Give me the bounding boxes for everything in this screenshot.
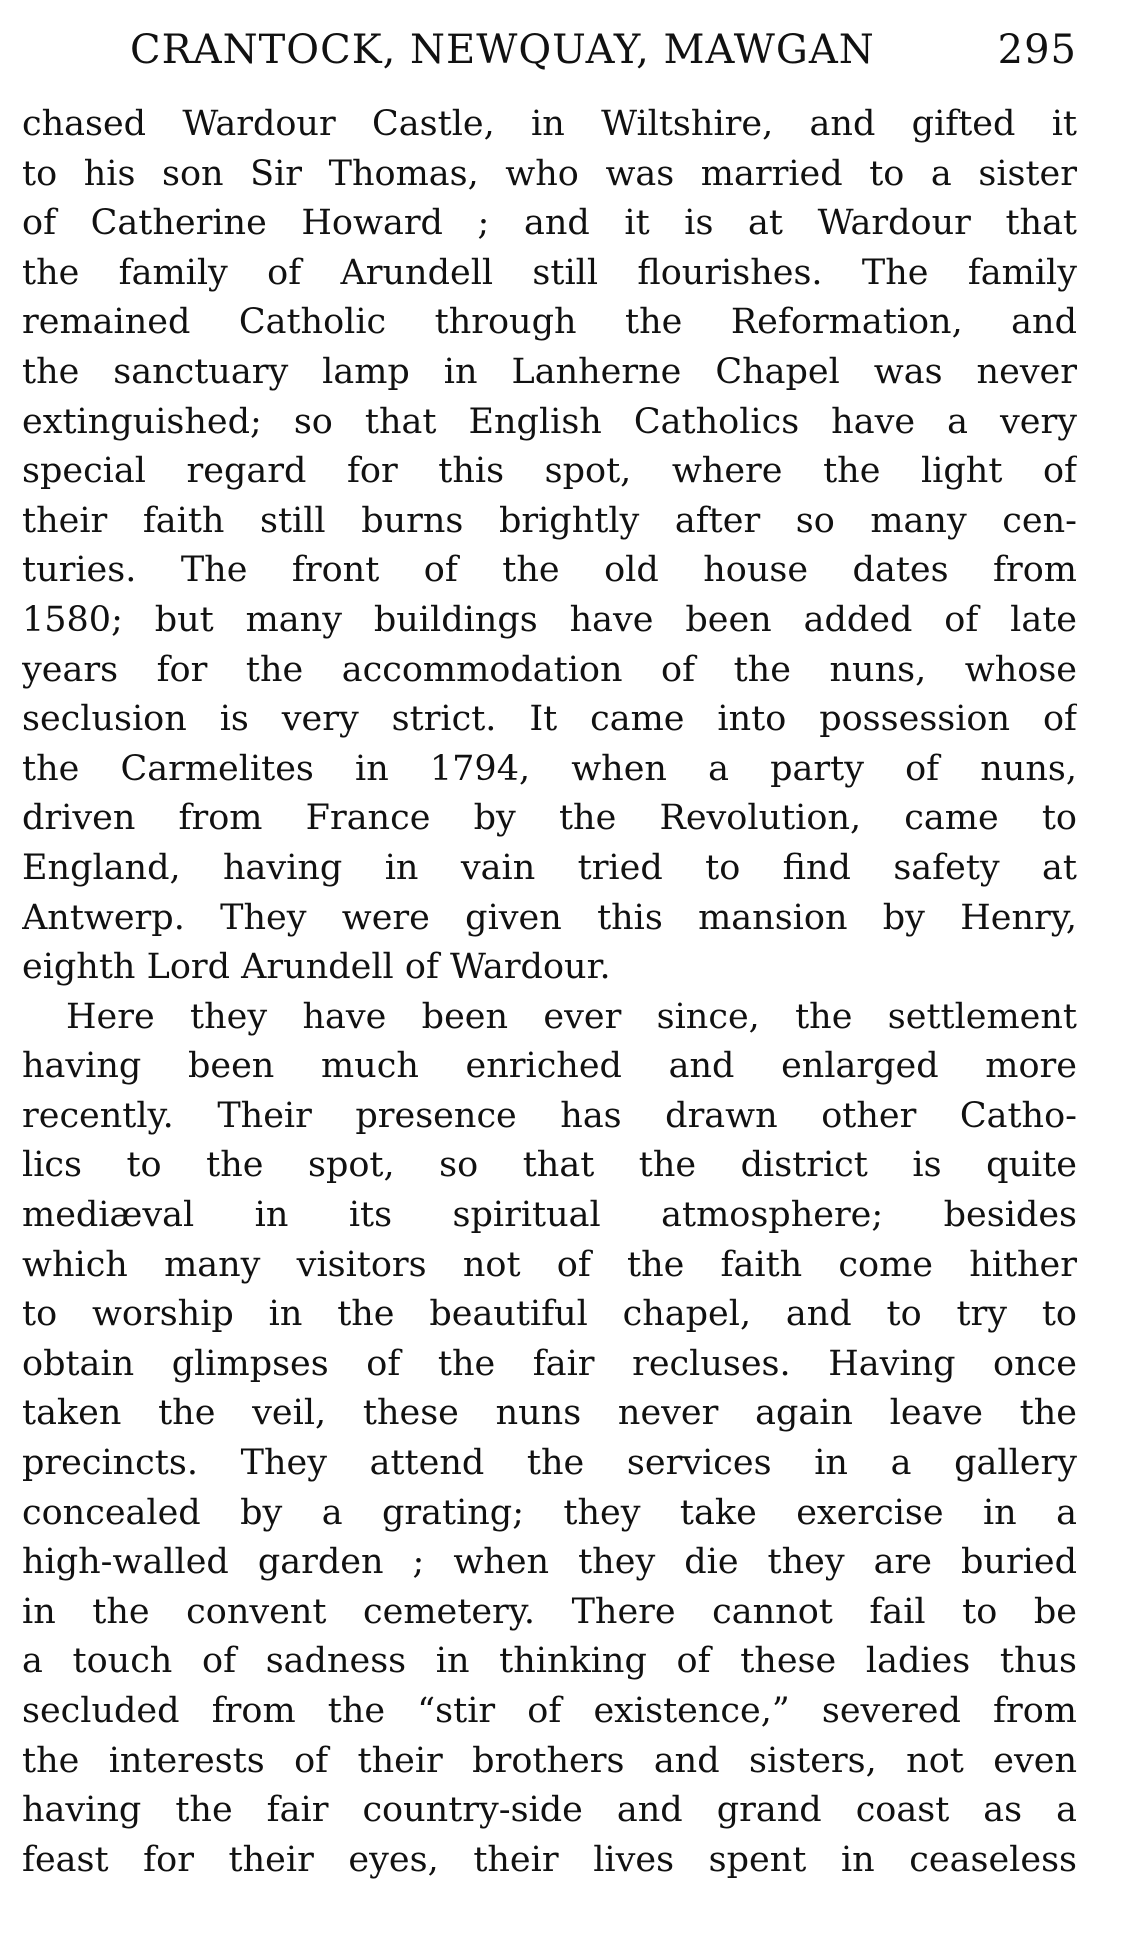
text-line: feast for their eyes, their lives spent in ceaseless [22, 1839, 1077, 1880]
running-head [130, 22, 1077, 78]
text-line: seclusion is very strict. It came into possession of [22, 699, 1077, 740]
text-line: in the convent cemetery. There cannot fail to be [22, 1591, 1077, 1632]
text-line: turies. The front of the old house dates from [22, 550, 1077, 591]
text-line: 1580; but many buildings have been added of late [22, 599, 1077, 640]
text-line: Antwerp. They were given this mansion by Henry, [22, 897, 1077, 938]
text-line: their faith still burns brightly after so many cen- [22, 500, 1077, 541]
text-line: lics to the spot, so that the district is quite [22, 1145, 1077, 1186]
text-line: high-walled garden ; when they die they are buried [22, 1542, 1077, 1583]
text-line: years for the accommodation of the nuns, whose [22, 649, 1077, 690]
text-line: chased Wardour Castle, in Wiltshire, and gifted it [22, 104, 1077, 144]
text-line: the interests of their brothers and sisters, not even [22, 1740, 1077, 1781]
text-line: special regard for this spot, where the light of [22, 451, 1077, 492]
paragraph-1 [22, 100, 1077, 993]
text-line: to his son Sir Thomas, who was married to a sister [22, 153, 1077, 194]
text-line: the Carmelites in 1794, when a party of nuns, [22, 748, 1077, 789]
text-line: concealed by a grating; they take exercise in a [22, 1492, 1077, 1533]
body-text [22, 100, 1077, 1885]
running-title: CRANTOCK, NEWQUAY, MAWGAN [130, 27, 875, 73]
text-line: driven from France by the Revolution, came to [22, 798, 1077, 839]
text-line: Here they have been ever since, the settlement [66, 996, 1077, 1037]
text-line: the sanctuary lamp in Lanherne Chapel was never [22, 351, 1077, 392]
text-line: eighth Lord Arundell of Wardour. [22, 947, 611, 988]
text-line: which many visitors not of the faith come hither [22, 1244, 1077, 1285]
text-line: mediæval in its spiritual atmosphere; besides [22, 1195, 1077, 1236]
text-line: recently. Their presence has drawn other Catho- [22, 1095, 1077, 1136]
text-line: England, having in vain tried to find safety at [22, 847, 1077, 888]
text-line: the family of Arundell still flourishes. The family [22, 252, 1077, 293]
text-line: taken the veil, these nuns never again leave the [22, 1393, 1077, 1434]
text-line: of Catherine Howard ; and it is at Wardour that [22, 203, 1077, 244]
text-line: extinguished; so that English Catholics have a very [22, 401, 1077, 442]
page-number: 295 [997, 27, 1077, 73]
text-line: having been much enriched and enlarged more [22, 1046, 1077, 1087]
text-line: precincts. They attend the services in a gallery [22, 1443, 1077, 1484]
paragraph-2 [22, 993, 1077, 1886]
text-line: obtain glimpses of the fair recluses. Having once [22, 1343, 1077, 1384]
text-line: secluded from the “stir of existence,” severed from [22, 1691, 1077, 1731]
text-line: to worship in the beautiful chapel, and to try to [22, 1294, 1077, 1335]
text-line: a touch of sadness in thinking of these ladies thus [22, 1641, 1077, 1682]
text-line: having the fair country-side and grand coast as a [22, 1790, 1077, 1831]
text-line: remained Catholic through the Reformation, and [22, 302, 1077, 343]
